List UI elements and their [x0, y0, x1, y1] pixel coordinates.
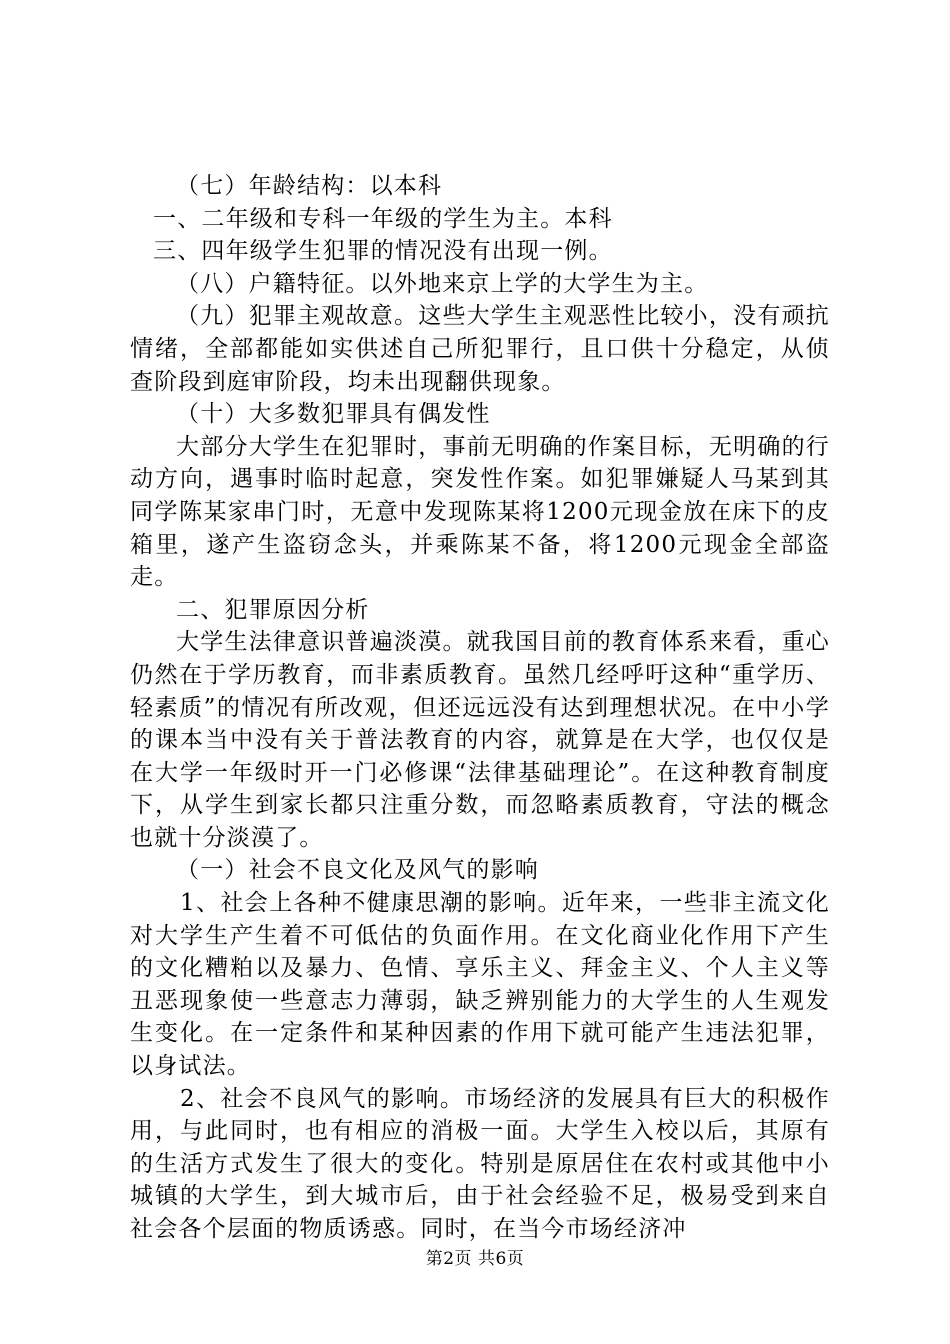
paragraph: （九）犯罪主观故意。这些大学生主观恶性比较小，没有顽抗情绪，全部都能如实供述自己所犯罪行，且口供十分稳定，从侦查阶段到庭审阶段，均未出现翻供现象。 — [130, 303, 830, 395]
paragraph: 大部分大学生在犯罪时，事前无明确的作案目标，无明确的行动方向，遇事时临时起意，突发性作案。如犯罪嫌疑人马某到其同学陈某家串门时，无意中发现陈某将1200元现金放在床下的皮箱里，遂产生盗窃念头，并乘陈某不备，将1200元现金全部盗走。 — [130, 433, 830, 591]
paragraph: 三、四年级学生犯罪的情况没有出现一例。 — [153, 238, 613, 265]
paragraph: （八）户籍特征。以外地来京上学的大学生为主。 — [176, 270, 709, 297]
paragraph: 2、社会不良风气的影响。市场经济的发展具有巨大的积极作用，与此同时，也有相应的消极一面。大学生入校以后，其原有的生活方式发生了很大的变化。特别是原居住在农村或其他中小城镇的大学生，到大城市后，由于社会经验不足，极易受到来自社会各个层面的物质诱惑。同时，在当今市场经济冲 — [130, 1085, 830, 1242]
page-footer — [0, 1244, 950, 1269]
paragraph: （七）年龄结构：以本科 — [176, 173, 443, 199]
paragraph: （十）大多数犯罪具有偶发性 — [176, 401, 491, 428]
section-heading: 二、犯罪原因分析 — [176, 596, 370, 623]
paragraph: 一、二年级和专科一年级的学生为主。本科 — [153, 205, 613, 232]
page-number-label: 第2页 共6页 — [425, 1249, 525, 1269]
paragraph: 1、社会上各种不健康思潮的影响。近年来，一些非主流文化对大学生产生着不可低估的负面作用。在文化商业化作用下产生的文化糟粕以及暴力、色情、享乐主义、拜金主义、个人主义等丑恶现象使一些意志力薄弱，缺乏辨别能力的大学生的人生观发生变化。在一定条件和某种因素的作用下就可能产生违法犯罪，以身试法。 — [130, 890, 830, 1080]
paragraph: 大学生法律意识普遍淡漠。就我国目前的教育体系来看，重心仍然在于学历教育，而非素质教育。虽然几经呼吁这种“重学历、轻素质”的情况有所改观，但还远远没有达到理想状况。在中小学的课本当中没有关于普法教育的内容，就算是在大学，也仅仅是在大学一年级时开一门必修课“法律基础理论”。在这种教育制度下，从学生到家长都只注重分数，而忽略素质教育，守法的概念也就十分淡漠了。 — [130, 629, 830, 851]
subsection-heading: （一）社会不良文化及风气的影响 — [176, 857, 539, 884]
body-text — [130, 170, 830, 1246]
